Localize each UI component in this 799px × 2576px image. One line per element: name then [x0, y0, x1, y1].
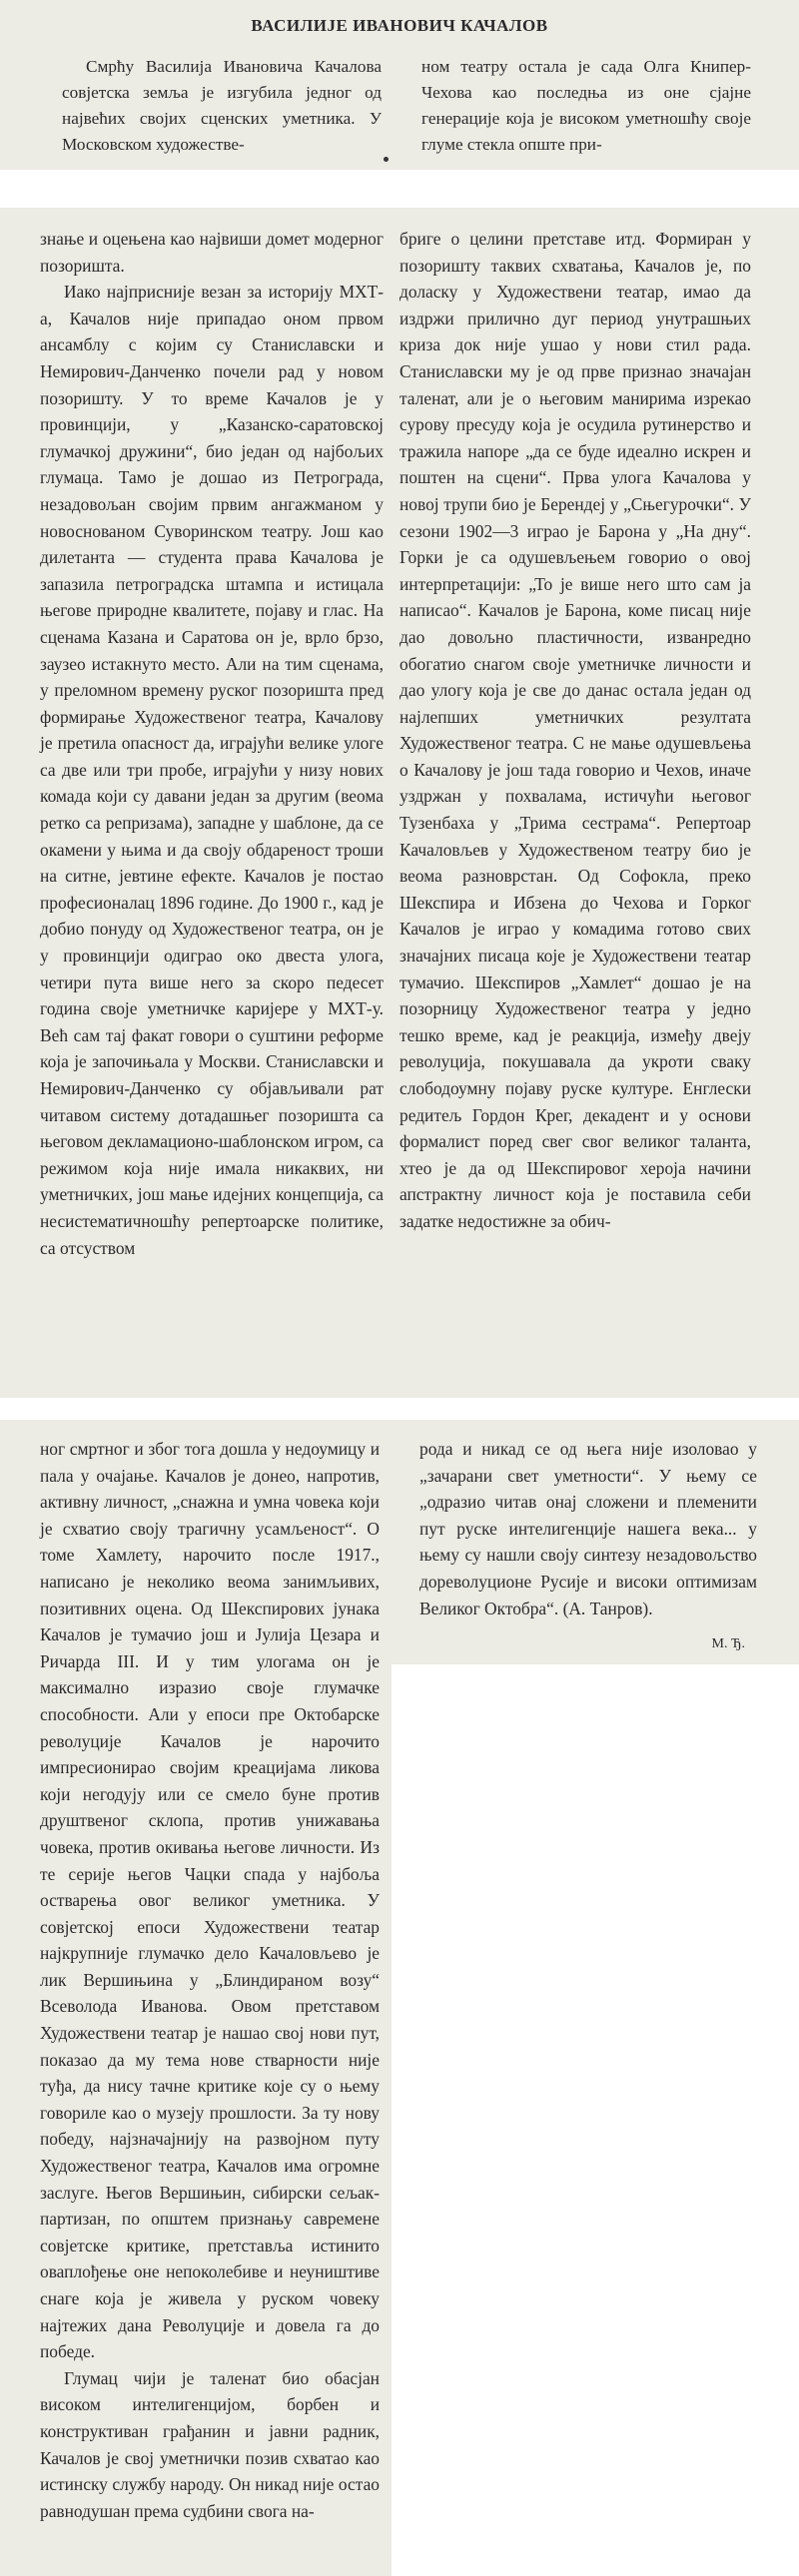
page1-column-right: [400, 226, 751, 1235]
page2-column-right: [419, 1436, 757, 1658]
page2-column-left: [40, 1436, 380, 2524]
page2-right-paragraph: рода и никад се од њега није изоловао у „зачарани свет уметности“. У њему се „одразио читав онај сложени и племенити пут руске интелигенције нашега века... у њему су нашли своју синтезу незадовољство дореволуционе Русије и високи оптимизам Великог Октобра“. (А. Танров).: [419, 1439, 757, 1618]
page1-right-paragraph: бриге о целини претставе итд. Формиран у позоришту таквих схватања, Качалов је, по доласку у Художествени театар, имао да издржи прилично дуг период унутрашњих криза док није ушао у нови стил рада. Станиславски му је од прве признао значајан таленат, али је о његовим манирима изрекао сурову пресуду која је осудила рутинерство и тражила напоре „да се буде идеално искрен и поштен на сцени“. Прва улога Качалова у новој трупи био је Берендеј у „Сњегурочки“. У сезони 1902—3 играо је Барона у „На дну“. Горки је са одушевљењем говорио о овој интерпретацији: „То је више него што сам ја написао“. Качалов је Барона, коме писац није дао довољно пластичности, изванредно обогатио снагом своје уметничке личности и дао улогу која је све до данас остала један од најлепших уметничких резултата Художественог театра. С не мање одушевљења о Качалову је још тада говорио и Чехов, иначе уздржан у похвалама, истичући његовог Тузенбаха у „Трима сестрама“. Репертоар Качаловљев у Художественом театру био је веома разноврстан. Од Софокла, преко Шекспира и Ибзена до Чехова и Горког Качалов је играо у комадима готово свих значајних писаца које је Художествени театар тумачио. Шекспиров „Хамлет“ дошао је на позорницу Художественог театра у једно тешко време, кад је реакција, између двеју револуција, покушавала да укроти сваку слободоумну појаву руске културе. Енглески редитељ Гордон Крег, декадент и у основи формалист поред свег свог великог таланта, хтео је да од Шекспировог хероја начини апстрактну личност која је поставила себи задатке недостижне за обич-: [400, 229, 751, 1231]
intro-column-right: ном театру остала је сада Олга Книпер-Чехова као последња из оне сјајне генерације која је високом уметношћу своје глуме стекла опште при-: [421, 57, 751, 154]
intro-column-left: Смрћу Василија Ивановича Качалова совјетска земља је изгубила једног од највећих својих сценских уметника. У Московском художестве-: [62, 57, 382, 154]
clipping-page-1: [0, 208, 799, 1398]
page1-column-left: [40, 226, 384, 1261]
bullet-dot: [384, 157, 389, 162]
page1-lead-paragraph: знање и оцењена као највиши домет модерног позоришта.: [40, 229, 384, 276]
page2-closing-paragraph: Глумац чији је таленат био обасјан високом интелигенцијом, борбен и конструктиван грађанин и јавни радник, Качалов је свој уметнички позив схватао као истинску службу народу. Он никад није остао равнодушан према судбини свога на-: [40, 2367, 380, 2521]
article-title: ВАСИЛИЈЕ ИВАНОВИЧ КАЧАЛОВ: [251, 16, 548, 35]
clipping-intro: [0, 0, 799, 170]
author-signature: М. Ђ.: [711, 1636, 745, 1652]
page2-paragraph: ног смртног и због тога дошла у недоумицу и пала у очајање. Качалов је донео, напротив, активну личност, „снажна и умна човека који је схватио своју трагичну усамљеност“. О томе Хамлету, нарочито после 1917., написано је неколико веома занимљивих, позитивних оцена. Од Шекспирових јунака Качалов је тумачио још и Јулија Цезара и Ричарда III. И у тим улогама он је максимално изразио своје глумачке способности. Али у епоси пре Октобарске револуције Качалов је нарочито импресионирао својим креацијама ликова који негодују или се смело буне против друштвеног склопа, против унижавања човека, против окивања његове личности. Из те серије његов Чацки спада у најбоља остварења овог великог уметника. У совјетској епоси Художествени театар најкрупније глумачко дело Качаловљево је лик Вершињина у „Блиндираном возу“ Всеволода Иванова. Овом претставом Художествени театар је нашао свој нови пут, показао да му тема нове стварности није туђа, да нису тачне критике које су о њему говориле као о музеју прошлости. За ту нову победу, најзначајнију на развојном путу Художественог театра, Качалов има огромне заслуге. Његов Вершињин, сибирски сељак-партизан, по општем признању савремене совјетске критике, претставља истинито оваплођење оне непоколебиве и неуништиве снаге која је живела у руском човеку најтежих дана Револуције и довела га до победе.: [40, 1439, 380, 2362]
page1-paragraph: Иако најприсније везан за историју МХТ-а, Качалов није припадао оном првом ансамблу с којим су Станиславски и Немирович-Данченко почели рад у новом позоришту. У то време Качалов је у провинцији, у „Казанско-саратовској глумачкој дружини“, био један од најбољих глумаца. Тамо је дошао из Петрограда, незадовољан својим првим ангажманом у новоснованом Суворинском театру. Још као дилетанта — студента права Качалова је запазила петроградска штампа и истицала његове природне квалитете, појаву и глас. На сценама Казана и Саратова он је, врло брзо, заузео истакнуто место. Али на тим сценама, у преломном времену руског позоришта пред формирање Художественог театра, Качалову је претила опасност да, играјући велике улоге са две или три пробе, играјући у низу нових комада који су давани један за другим (веома ретко са репризама), западне у шаблоне, да се окамени у њима и да своју обдареност троши на ситне, јевтине ефекте. Качалов је постао професионалац 1896 године. До 1900 г., кад је добио понуду од Художественог театра, он је у провинцији одиграо око двеста улога, четири пута више него за скоро педесет година своје уметничке каријере у МХТ-у. Већ сам тај факат говори о суштини реформе која је започињала у Москви. Станиславски и Немирович-Данченко су објављивали рат читавом систему дотадашњег позоришта са његовом декламационо-шаблонском игром, са режимом која није имала никаквих, ни уметничких, још мање идејних концепција, са несистематичношћу репертоарске политике, са отсуством: [40, 282, 384, 1258]
